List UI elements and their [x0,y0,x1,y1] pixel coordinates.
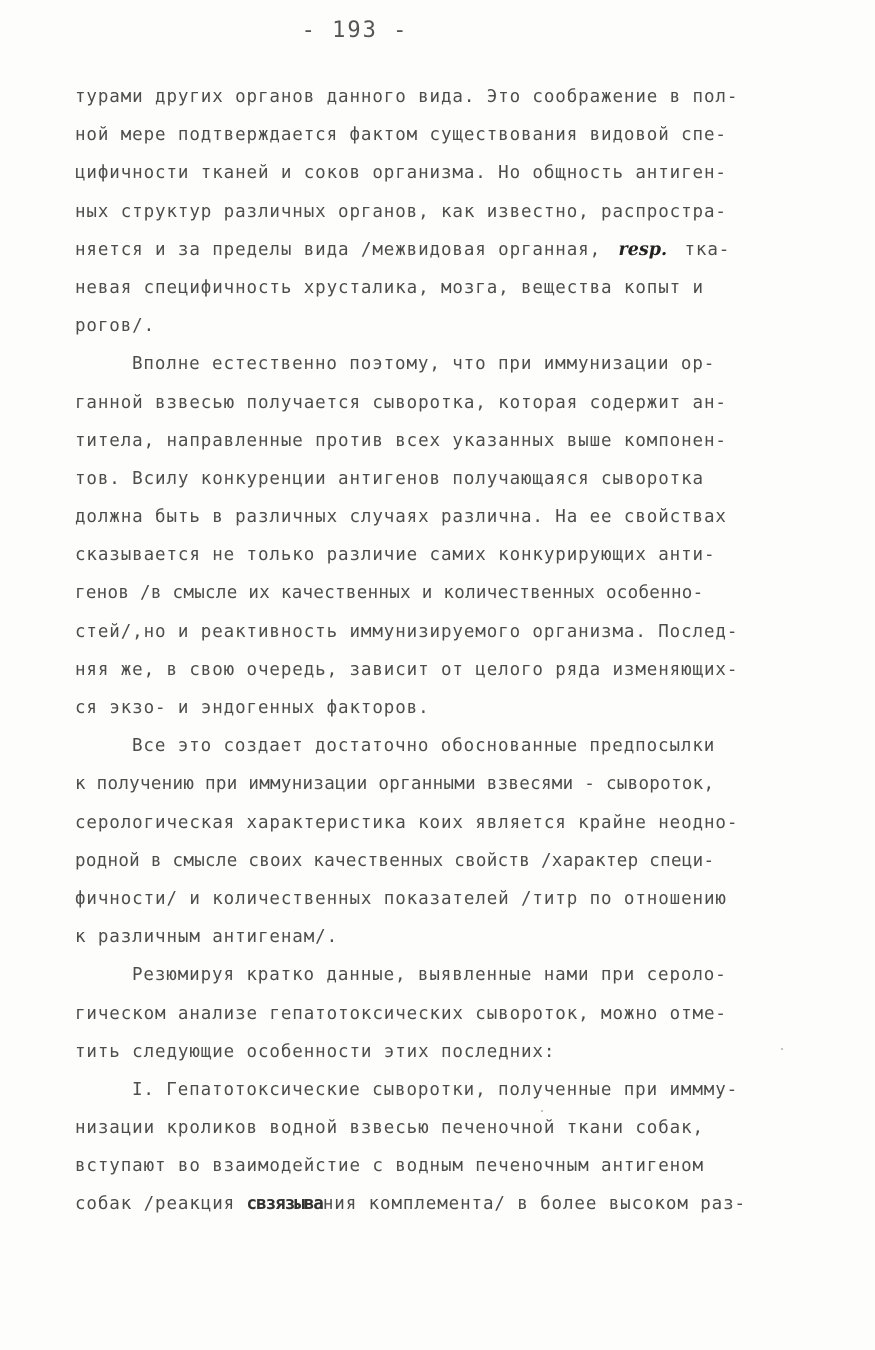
text-line: цифичности тканей и соков организма. Но общность антиген- [75,163,727,184]
text-line: генов /в смысле их качественных и количественных особенно- [75,583,704,604]
text-line: серологическая характеристика коих является крайне неодно- [75,812,739,833]
text-line-with-insert [75,231,805,269]
text-line: титела, направленные против всех указанных выше компонен- [75,430,727,451]
text-line: вступают во взаимодейстие с водным печеночным антигеном [75,1156,704,1177]
text-segment: ния комплемента/ в более высоком раз- [322,1194,746,1215]
text-line-with-overtype [75,1185,805,1223]
text-line: должна быть в различных случаях различна. На ее свойствах [75,507,727,528]
text-line: Вполне естественно поэтому, что при иммунизации ор- [132,354,716,375]
text-line: ных структур различных органов, как известно, распростра- [75,201,727,222]
text-line: Резюмируя кратко данные, выявленные нами при сероло- [132,965,727,986]
text-line: низации кроликов водной взвесью печеночной ткани собак, [75,1118,704,1139]
text-line: невая специфичность хрусталика, мозга, вещества копыт и [75,277,704,298]
text-segment: тка- [684,239,731,260]
body-text [75,78,805,1224]
text-line: стей/,но и реактивность иммунизируемого организма. Послед- [75,621,739,642]
text-line: турами других органов данного вида. Это соображение в пол- [75,87,739,107]
text-line: ной мере подтверждается фактом существования видовой спе- [75,125,727,146]
text-line: I. Гепатотоксические сыворотки, полученные при иммму- [132,1079,739,1100]
text-line: родной в смысле своих качественных свойств /характер специ- [75,850,715,871]
text-line: фичности/ и количественных показателей /титр по отношению [75,888,727,909]
text-segment: собак /реакция [75,1194,236,1215]
paper-speck [781,1048,783,1050]
handwritten-insert: resp. [618,239,668,260]
text-line: ся экзо- и эндогенных факторов. [75,698,430,718]
text-line: рогов/. [75,316,156,337]
text-line: тить следующие особенности этих последних: [75,1041,556,1062]
text-line: сказывается не только различие самих конкурирующих анти- [75,545,716,566]
text-segment: няется и за пределы вида /межвидовая органная, [75,239,602,260]
text-line: к различным антигенам/. [75,927,339,948]
text-line: к получению при иммунизации органными взвесями - сывороток, [75,774,715,795]
text-line: ганной взвесью получается сыворотка, которая содержит ан- [75,392,727,413]
overtyped-word: свзязыва [246,1194,323,1215]
text-line: тов. Всилу конкуренции антигенов получающаяся сыворотка [75,468,704,489]
text-line: няя же, в свою очередь, зависит от целого ряда изменяющих- [75,659,739,680]
paper-speck [541,1110,543,1112]
text-line: Все это создает достаточно обоснованные предпосылки [132,736,716,757]
text-line: гическом анализе гепатотоксических сывороток, можно отме- [75,1003,727,1024]
page-number: - 193 - [301,18,409,43]
